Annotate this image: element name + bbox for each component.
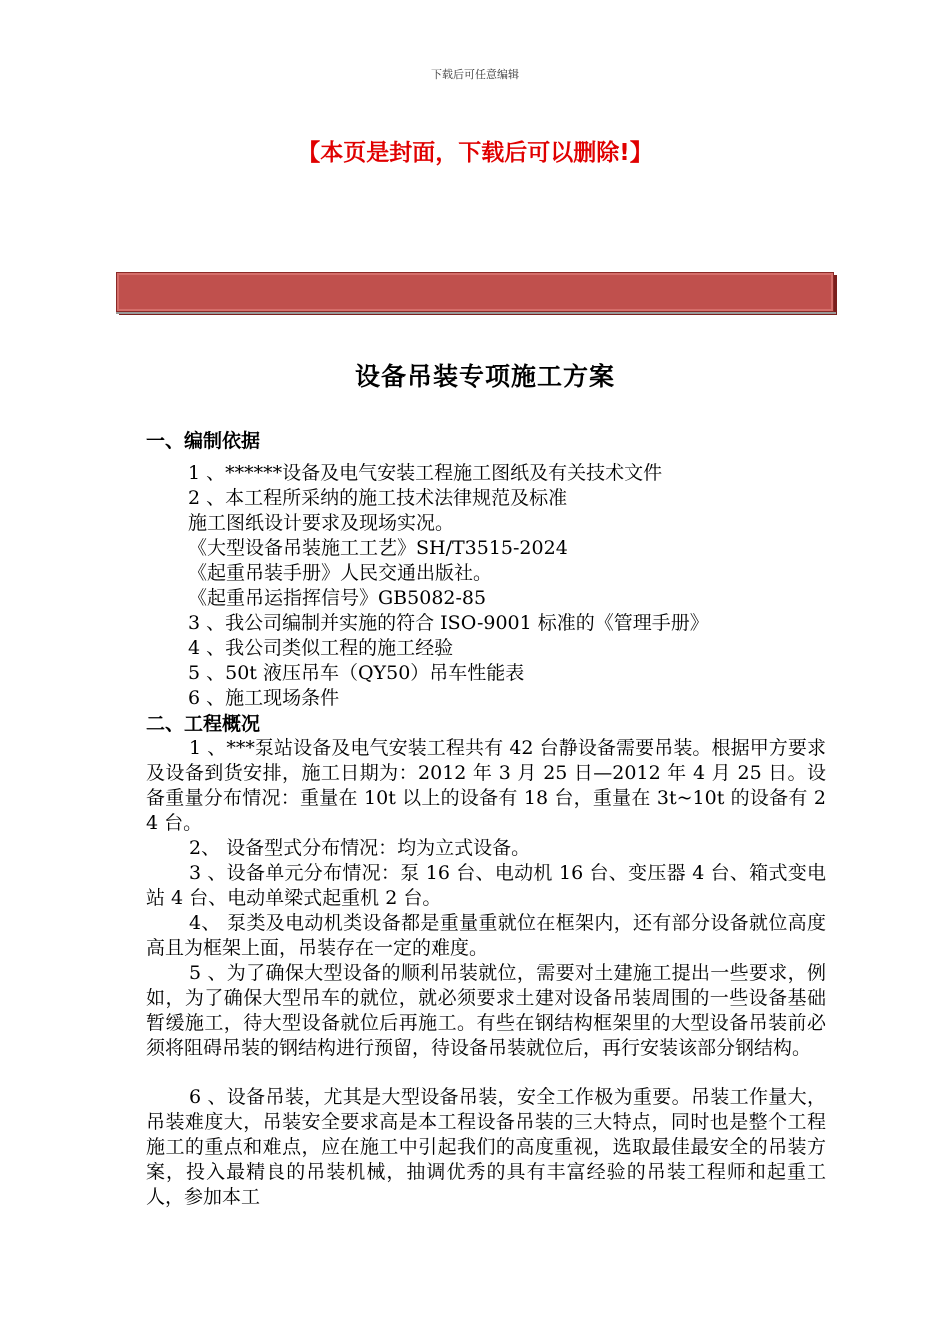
overview-paragraph: 3 、设备单元分布情况：泵 16 台、电动机 16 台、变压器 4 台、箱式变电站 4 台、电动单梁式起重机 2 台。 xyxy=(146,862,826,909)
banner-underline xyxy=(116,312,836,314)
basis-item: 《起重吊装手册》人民交通出版社。 xyxy=(188,562,493,584)
basis-item: 6 、施工现场条件 xyxy=(188,687,340,709)
basis-item: 5 、50t 液压吊车（QY50）吊车性能表 xyxy=(188,662,525,684)
cover-notice: 【本页是封面，下载后可以删除!】 xyxy=(297,140,653,166)
overview-paragraph: 5 、为了确保大型设备的顺利吊装就位，需要对土建施工提出一些要求，例如，为了确保大型吊车的就位，就必须要求土建对设备吊装周围的一些设备基础暂缓施工，待大型设备就位后再施工。有些在钢结构框架里的大型设备吊装前必须将阻碍吊装的钢结构进行预留，待设备吊装就位后，再行安装该部分钢结构。 xyxy=(146,962,826,1059)
overview-paragraph: 2、 设备型式分布情况：均为立式设备。 xyxy=(189,837,531,859)
basis-item: 4 、我公司类似工程的施工经验 xyxy=(188,637,454,659)
basis-item: 3 、我公司编制并实施的符合 ISO-9001 标准的《管理手册》 xyxy=(188,612,709,634)
basis-item: 《大型设备吊装施工工艺》SH/T3515-2024 xyxy=(188,537,568,559)
overview-paragraph: 4、 泵类及电动机类设备都是重量重就位在框架内，还有部分设备就位高度高且为框架上面，吊装存在一定的难度。 xyxy=(146,912,826,959)
section-heading-basis: 一、编制依据 xyxy=(146,430,261,452)
decorative-banner xyxy=(116,272,834,312)
basis-item: 《起重吊运指挥信号》GB5082-85 xyxy=(188,587,487,609)
overview-paragraph: 6 、设备吊装，尤其是大型设备吊装，安全工作极为重要。吊装工作量大，吊装难度大，吊装安全要求高是本工程设备吊装的三大特点，同时也是整个工程施工的重点和难点，应在施工中引起我们的高度重视，选取最佳最安全的吊装方案，投入最精良的吊装机械，抽调优秀的具有丰富经验的吊装工程师和起重工人，参加本工 xyxy=(146,1086,826,1208)
document-title: 设备吊装专项施工方案 xyxy=(354,362,615,391)
overview-paragraph: 1 、***泵站设备及电气安装工程共有 42 台静设备需要吊装。根据甲方要求及设备到货安排，施工日期为：2012 年 3 月 25 日—2012 年 4 月 25 日。设备重量分布情况：重量在 10t 以上的设备有 18 台，重量在 3t~10t 的设备有 24 台。 xyxy=(146,737,826,834)
basis-item: 2 、本工程所采纳的施工技术法律规范及标准 xyxy=(188,487,568,509)
basis-item: 1 、******设备及电气安装工程施工图纸及有关技术文件 xyxy=(188,462,663,484)
basis-item: 施工图纸设计要求及现场实况。 xyxy=(188,512,455,534)
header-note: 下载后可任意编辑 xyxy=(431,68,519,81)
section-heading-overview: 二、工程概况 xyxy=(146,713,261,735)
